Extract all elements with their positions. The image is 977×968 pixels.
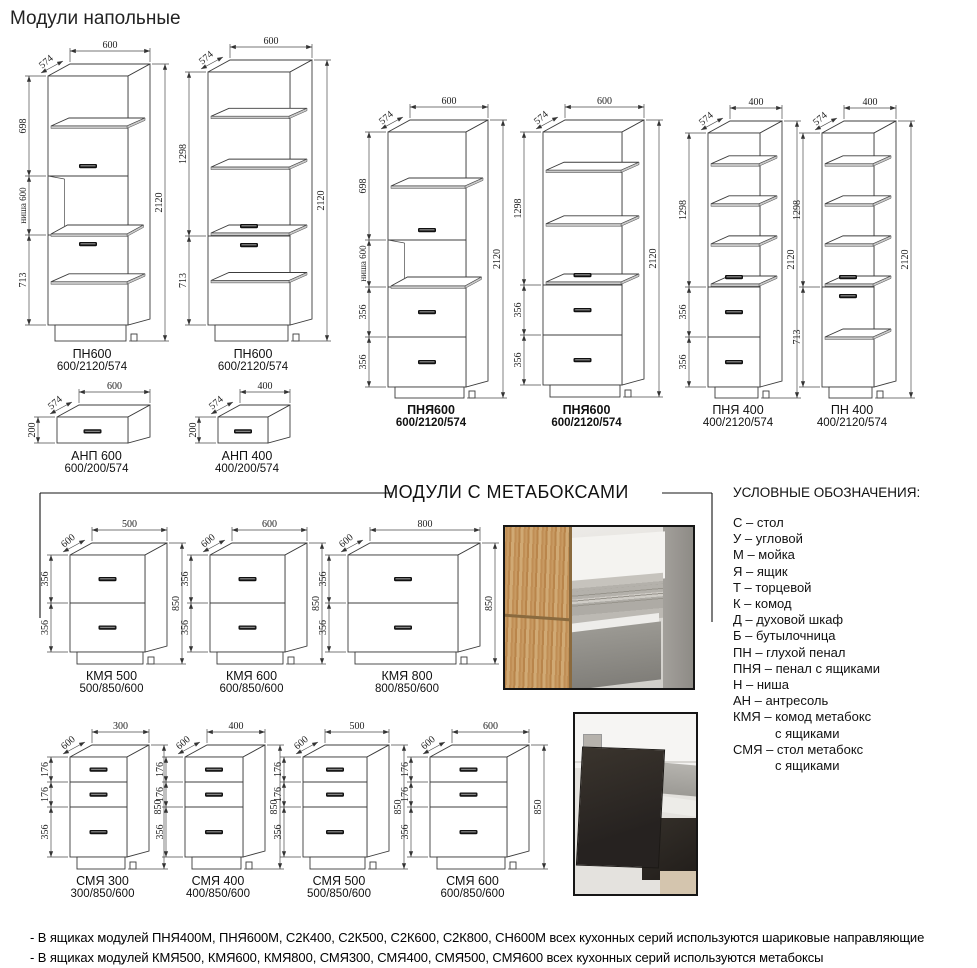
module-label-pn400 [777, 404, 927, 430]
module-size: 400/2120/574 [816, 417, 888, 429]
svg-text:600: 600 [59, 532, 78, 551]
dark-wood-drawer-front [576, 747, 665, 869]
module-name: ПНЯ 400 [712, 403, 764, 417]
svg-text:1298: 1298 [513, 198, 524, 219]
module-drawing-anp400 [188, 381, 290, 443]
module-size: 400/850/600 [186, 888, 250, 900]
legend-item: с ящиками [775, 725, 840, 741]
module-size: 600/2120/574 [551, 417, 622, 429]
module-label-pn600-b [178, 348, 328, 374]
legend-item: Б – бутылочница [733, 628, 836, 644]
svg-text:ниша 600: ниша 600 [18, 187, 28, 224]
svg-text:356: 356 [40, 620, 51, 635]
svg-text:356: 356 [400, 824, 411, 840]
module-drawing-kmja500 [40, 519, 186, 664]
svg-text:2120: 2120 [900, 249, 911, 270]
svg-text:600: 600 [199, 532, 218, 551]
module-drawing-smja400 [155, 721, 284, 869]
module-name: КМЯ 800 [381, 669, 433, 683]
legend-item: с ящиками [775, 758, 840, 774]
legend-item: Т – торцевой [733, 579, 812, 595]
svg-text:176: 176 [155, 762, 166, 777]
module-drawing-kmja800 [318, 519, 499, 664]
module-name: СМЯ 400 [191, 874, 245, 888]
legend-item: ПНЯ – пенал с ящиками [733, 660, 880, 676]
module-size: 800/850/600 [375, 683, 439, 695]
svg-text:356: 356 [358, 354, 369, 370]
module-drawing-kmja600 [180, 519, 326, 664]
svg-text:356: 356 [180, 571, 191, 587]
svg-text:356: 356 [678, 304, 689, 320]
svg-text:176: 176 [40, 787, 51, 802]
module-label-kmja500 [37, 670, 187, 696]
svg-text:200: 200 [188, 422, 199, 438]
svg-text:1298: 1298 [792, 200, 803, 220]
lower-drawer-box [569, 621, 661, 690]
module-label-smja600 [398, 875, 548, 901]
module-label-kmja600 [177, 670, 327, 696]
svg-text:356: 356 [358, 304, 369, 320]
legend-item: ПН – глухой пенал [733, 644, 846, 660]
svg-text:176: 176 [273, 787, 284, 802]
svg-text:400: 400 [862, 97, 878, 108]
svg-text:574: 574 [207, 394, 226, 413]
module-size: 500/850/600 [307, 888, 371, 900]
module-drawing-pnja600-b [513, 96, 663, 397]
svg-text:2120: 2120 [154, 192, 165, 213]
svg-text:574: 574 [37, 53, 56, 72]
svg-text:850: 850 [171, 596, 182, 611]
svg-text:574: 574 [46, 394, 65, 413]
module-label-smja500 [264, 875, 414, 901]
svg-text:500: 500 [349, 721, 365, 732]
module-name: КМЯ 600 [225, 669, 278, 683]
module-name: АНП 400 [221, 449, 273, 463]
module-name: ПНЯ600 [562, 403, 611, 417]
legend-item: С – стол [733, 515, 784, 530]
svg-text:176: 176 [400, 787, 411, 802]
legend-item: Н – ниша [733, 677, 789, 693]
wood-drawer-front [503, 525, 572, 690]
legend-title: УСЛОВНЫЕ ОБОЗНАЧЕНИЯ: [733, 485, 921, 500]
footer-note-line: - В ящиках модулей КМЯ500, КМЯ600, КМЯ800, СМЯ300, СМЯ400, СМЯ500, СМЯ600 всех кухонных серий используются метабоксы [30, 950, 824, 965]
svg-text:713: 713 [178, 273, 189, 288]
svg-text:356: 356 [40, 571, 51, 587]
cabinet-side-panel [663, 527, 693, 688]
svg-text:2120: 2120 [648, 248, 659, 269]
module-drawing-pnja600-a [358, 96, 507, 398]
module-drawing-pnja400 [678, 97, 801, 398]
svg-text:356: 356 [318, 571, 329, 587]
module-drawing-smja300 [40, 721, 168, 869]
svg-text:850: 850 [311, 596, 322, 611]
svg-text:600: 600 [483, 721, 498, 732]
module-label-anp400 [172, 450, 322, 476]
svg-text:356: 356 [513, 352, 524, 368]
module-drawing-smja600 [400, 721, 548, 869]
svg-text:400: 400 [228, 721, 244, 732]
module-name: СМЯ 300 [76, 874, 129, 888]
module-label-pn600-a [17, 348, 167, 374]
svg-text:200: 200 [27, 422, 38, 438]
module-name: ПН600 [233, 347, 273, 361]
svg-text:574: 574 [697, 110, 716, 129]
svg-text:1298: 1298 [678, 200, 689, 220]
svg-text:850: 850 [269, 799, 280, 815]
svg-text:2120: 2120 [316, 190, 327, 211]
page-title: Модули напольные [10, 8, 181, 29]
legend-item: КМЯ – комод метабокс [733, 709, 872, 725]
module-size: 600/850/600 [219, 683, 284, 695]
svg-text:698: 698 [18, 118, 29, 134]
module-size: 400/2120/574 [702, 417, 774, 429]
svg-text:2120: 2120 [492, 249, 503, 269]
svg-text:600: 600 [337, 532, 356, 551]
svg-text:574: 574 [811, 110, 830, 129]
module-size: 600/2120/574 [395, 417, 467, 429]
module-size: 600/200/574 [64, 463, 129, 475]
svg-text:400: 400 [748, 97, 764, 108]
module-name: ПН 400 [830, 403, 874, 417]
svg-text:600: 600 [292, 734, 311, 753]
svg-text:ниша 600: ниша 600 [358, 245, 368, 282]
svg-text:600: 600 [174, 734, 193, 753]
section-metabox-title: МОДУЛИ С МЕТАБОКСАМИ [383, 482, 629, 502]
module-size: 600/2120/574 [217, 361, 289, 373]
svg-text:356: 356 [40, 824, 51, 840]
module-drawing-pn400 [792, 97, 915, 398]
svg-text:850: 850 [393, 799, 404, 815]
svg-text:574: 574 [532, 109, 551, 128]
svg-text:850: 850 [484, 596, 495, 611]
legend [733, 485, 963, 774]
svg-text:600: 600 [597, 96, 612, 107]
svg-text:176: 176 [400, 762, 411, 777]
module-size: 400/200/574 [215, 463, 279, 475]
module-size: 500/850/600 [79, 683, 144, 695]
svg-text:800: 800 [417, 519, 433, 530]
legend-item: АН – антресоль [733, 693, 829, 709]
svg-text:698: 698 [358, 178, 369, 194]
module-name: АНП 600 [71, 449, 122, 463]
module-label-pnja600-a [356, 404, 506, 430]
svg-text:356: 356 [155, 824, 166, 840]
photo-metabox-drawer-dark-wood [573, 712, 698, 896]
legend-item: К – комод [733, 596, 792, 612]
legend-item: У – угловой [733, 531, 803, 547]
photo-metabox-drawer-light-wood [503, 525, 695, 690]
module-size: 600/850/600 [440, 888, 505, 900]
svg-text:176: 176 [273, 762, 284, 777]
svg-text:850: 850 [153, 799, 164, 815]
svg-text:300: 300 [113, 721, 128, 732]
svg-text:356: 356 [273, 824, 284, 840]
module-name: ПНЯ600 [407, 403, 455, 417]
legend-items [733, 515, 963, 774]
module-size: 600/2120/574 [56, 361, 128, 373]
floor-area [660, 871, 696, 894]
module-name: КМЯ 500 [85, 669, 138, 683]
svg-text:574: 574 [197, 49, 216, 68]
svg-text:600: 600 [263, 36, 279, 47]
svg-text:600: 600 [59, 734, 78, 753]
legend-item: Я – ящик [733, 563, 788, 579]
module-label-anp600 [22, 450, 172, 476]
svg-text:356: 356 [678, 354, 689, 370]
svg-text:600: 600 [107, 381, 122, 392]
module-name: СМЯ 600 [446, 874, 499, 888]
module-label-kmja800 [332, 670, 482, 696]
module-drawing-pn600-b [178, 36, 331, 341]
svg-text:574: 574 [377, 109, 396, 128]
svg-text:176: 176 [155, 787, 166, 802]
svg-text:356: 356 [180, 620, 191, 635]
svg-text:713: 713 [18, 272, 29, 288]
svg-text:850: 850 [533, 799, 544, 815]
svg-text:400: 400 [257, 381, 273, 392]
legend-item: Д – духовой шкаф [733, 612, 844, 628]
svg-text:600: 600 [441, 96, 457, 107]
module-drawing-smja500 [273, 721, 408, 869]
legend-item: СМЯ – стол метабокс [733, 741, 864, 757]
module-name: СМЯ 500 [312, 874, 366, 888]
svg-text:356: 356 [318, 620, 329, 635]
module-size: 300/850/600 [70, 888, 135, 900]
svg-text:600: 600 [262, 519, 277, 530]
svg-text:713: 713 [792, 329, 803, 345]
svg-text:600: 600 [102, 40, 118, 51]
module-drawing-pn600-a [18, 40, 169, 341]
svg-text:500: 500 [122, 519, 137, 530]
module-drawing-anp600 [27, 381, 150, 443]
svg-text:600: 600 [419, 734, 438, 753]
svg-text:2120: 2120 [786, 249, 797, 270]
svg-text:1298: 1298 [178, 144, 189, 164]
svg-text:176: 176 [40, 762, 51, 777]
legend-item: М – мойка [733, 547, 795, 563]
module-label-pnja600-b [512, 404, 662, 430]
module-name: ПН600 [72, 347, 112, 361]
svg-text:356: 356 [513, 302, 524, 318]
footer-note-line: - В ящиках модулей ПНЯ400М, ПНЯ600М, С2К400, С2К500, С2К600, С2К800, СН600М всех кухонных серий используются шариковые направляющие [30, 930, 925, 945]
